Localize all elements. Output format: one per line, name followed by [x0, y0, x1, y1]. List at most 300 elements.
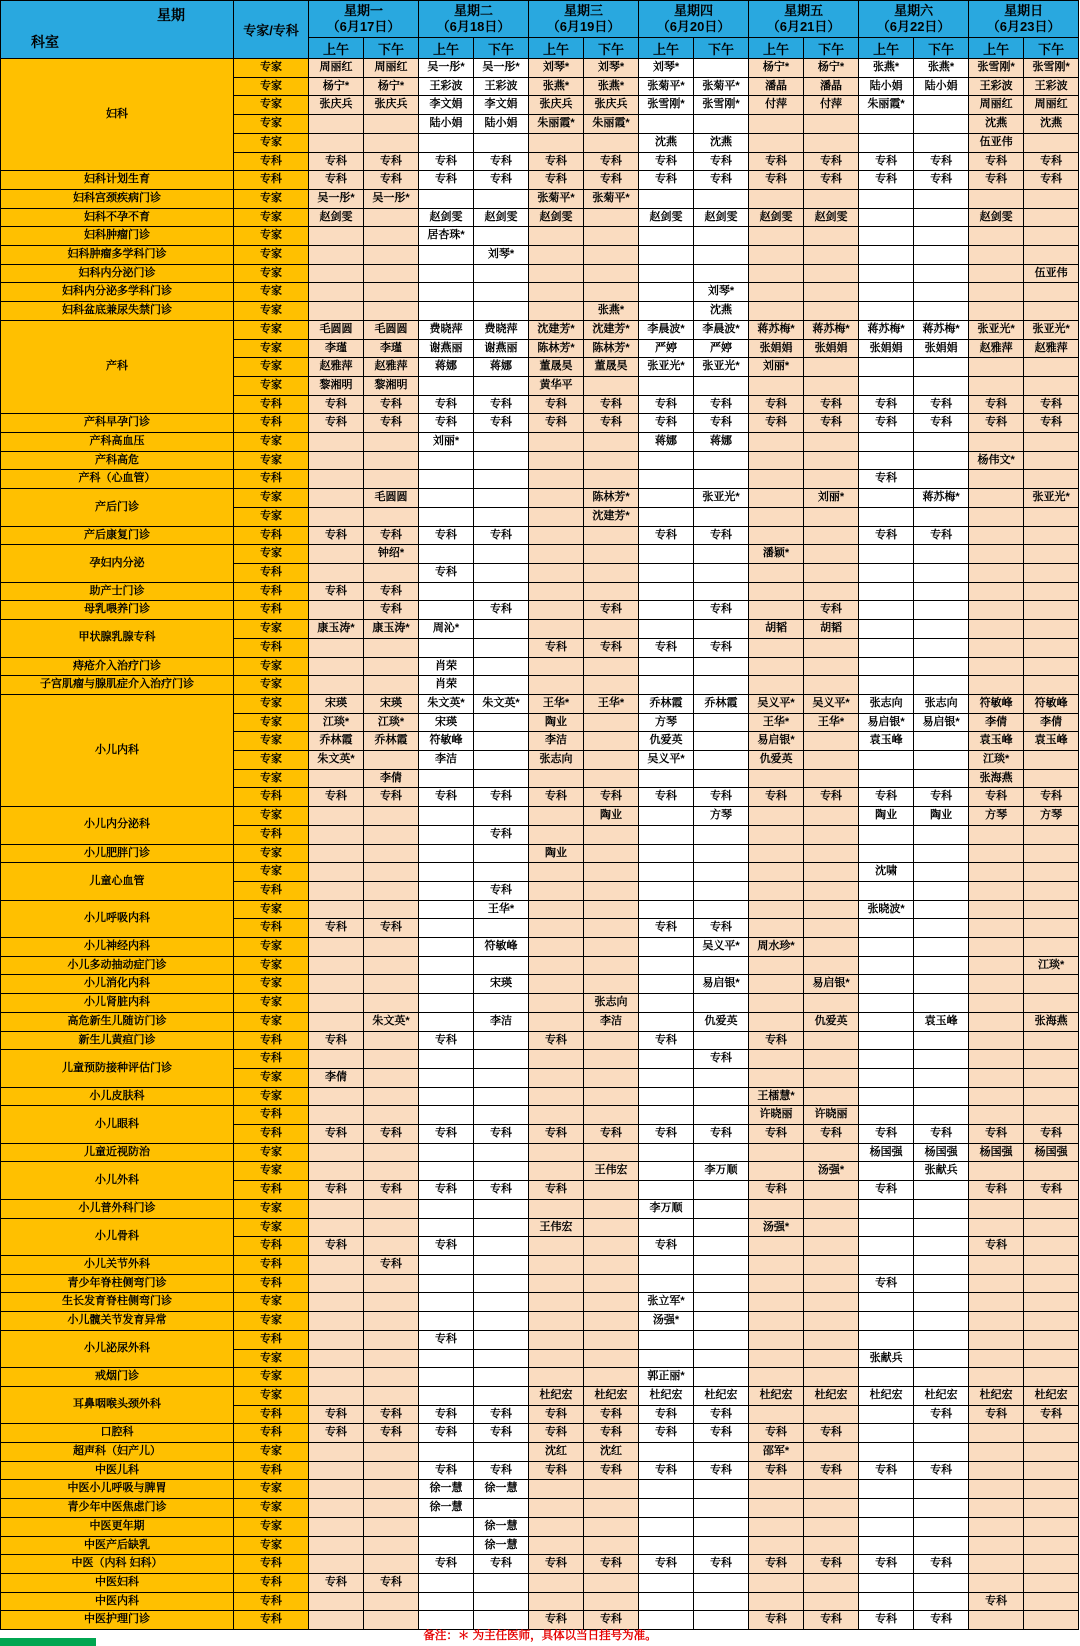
schedule-cell — [804, 1199, 859, 1218]
schedule-cell — [1024, 1256, 1079, 1275]
schedule-cell: 朱丽霞* — [584, 115, 639, 134]
schedule-cell — [419, 825, 474, 844]
schedule-cell — [419, 376, 474, 395]
schedule-cell — [859, 844, 914, 863]
schedule-cell — [309, 956, 364, 975]
row-type-label: 专科 — [234, 171, 309, 190]
schedule-cell: 专科 — [639, 395, 694, 414]
schedule-cell: 专科 — [639, 1461, 694, 1480]
schedule-cell — [859, 769, 914, 788]
schedule-cell: 赵雅萍 — [1024, 339, 1079, 358]
schedule-cell: 专科 — [309, 1031, 364, 1050]
schedule-cell — [474, 1443, 529, 1462]
schedule-cell — [969, 657, 1024, 676]
schedule-cell — [969, 1461, 1024, 1480]
department-label: 小儿普外科门诊 — [1, 1199, 234, 1218]
schedule-cell: 专科 — [419, 1031, 474, 1050]
schedule-cell: 杜纪宏 — [914, 1386, 969, 1405]
schedule-cell: 专科 — [584, 1461, 639, 1480]
schedule-cell — [419, 1517, 474, 1536]
schedule-cell — [364, 1143, 419, 1162]
schedule-cell — [914, 507, 969, 526]
schedule-cell — [804, 1256, 859, 1275]
schedule-cell — [639, 657, 694, 676]
schedule-cell — [804, 956, 859, 975]
row-type-label: 专家 — [234, 264, 309, 283]
schedule-cell: 杨宁* — [804, 59, 859, 78]
schedule-cell: 徐一慧 — [474, 1480, 529, 1499]
schedule-cell — [694, 470, 749, 489]
schedule-cell — [639, 115, 694, 134]
schedule-cell — [474, 1592, 529, 1611]
schedule-cell — [694, 1611, 749, 1630]
schedule-cell — [749, 1256, 804, 1275]
schedule-cell — [309, 545, 364, 564]
schedule-cell — [364, 1386, 419, 1405]
schedule-cell — [584, 1218, 639, 1237]
schedule-cell: 潘晶 — [804, 77, 859, 96]
schedule-cell: 付萍 — [749, 96, 804, 115]
schedule-cell: 张献兵 — [859, 1349, 914, 1368]
schedule-cell: 专科 — [529, 152, 584, 171]
schedule-cell — [749, 1012, 804, 1031]
schedule-cell — [914, 844, 969, 863]
schedule-cell: 专科 — [804, 152, 859, 171]
schedule-cell — [694, 507, 749, 526]
schedule-cell — [474, 545, 529, 564]
schedule-cell: 张娟娟 — [914, 339, 969, 358]
schedule-cell — [419, 283, 474, 302]
schedule-cell — [584, 133, 639, 152]
schedule-cell: 专科 — [474, 601, 529, 620]
schedule-cell: 杜纪宏 — [859, 1386, 914, 1405]
department-label: 小儿骨科 — [1, 1218, 234, 1255]
schedule-cell: 专科 — [419, 788, 474, 807]
schedule-cell — [749, 1499, 804, 1518]
schedule-cell — [859, 919, 914, 938]
schedule-cell — [804, 1068, 859, 1087]
schedule-cell: 吴一彤* — [309, 189, 364, 208]
row-type-label: 专科 — [234, 526, 309, 545]
schedule-cell — [859, 601, 914, 620]
schedule-cell — [309, 863, 364, 882]
schedule-cell — [584, 900, 639, 919]
schedule-cell: 张海燕 — [1024, 1012, 1079, 1031]
row-type-label: 专家 — [234, 1199, 309, 1218]
schedule-cell — [859, 994, 914, 1013]
department-label: 小儿泌尿外科 — [1, 1330, 234, 1367]
schedule-cell — [859, 302, 914, 321]
schedule-cell — [419, 1199, 474, 1218]
department-label: 小儿多动抽动症门诊 — [1, 956, 234, 975]
row-type-label: 专科 — [234, 1256, 309, 1275]
schedule-cell: 刘琴* — [474, 246, 529, 265]
schedule-cell — [694, 994, 749, 1013]
schedule-cell — [804, 1293, 859, 1312]
row-type-label: 专家 — [234, 1012, 309, 1031]
row-type-label: 专科 — [234, 1330, 309, 1349]
schedule-cell: 专科 — [364, 582, 419, 601]
schedule-cell — [694, 1330, 749, 1349]
row-type-label: 专科 — [234, 1555, 309, 1574]
row-type-label: 专科 — [234, 919, 309, 938]
schedule-cell — [584, 1050, 639, 1069]
schedule-cell: 专科 — [309, 414, 364, 433]
schedule-cell — [804, 1050, 859, 1069]
schedule-cell: 李瑾 — [309, 339, 364, 358]
schedule-cell — [419, 133, 474, 152]
morning-header: 上午 — [419, 38, 474, 59]
schedule-cell — [419, 1012, 474, 1031]
schedule-cell — [584, 975, 639, 994]
schedule-cell — [859, 1424, 914, 1443]
schedule-cell: 专科 — [584, 1555, 639, 1574]
schedule-cell — [804, 994, 859, 1013]
schedule-cell — [529, 900, 584, 919]
schedule-cell — [309, 1499, 364, 1518]
schedule-cell: 张菊平* — [529, 189, 584, 208]
schedule-cell — [584, 881, 639, 900]
schedule-cell: 张亚光* — [969, 320, 1024, 339]
schedule-cell — [914, 1031, 969, 1050]
schedule-cell — [1024, 1443, 1079, 1462]
schedule-cell — [1024, 1461, 1079, 1480]
schedule-cell — [914, 227, 969, 246]
schedule-cell — [639, 601, 694, 620]
schedule-cell: 专科 — [419, 1181, 474, 1200]
schedule-cell — [749, 302, 804, 321]
schedule-cell: 江琰* — [1024, 956, 1079, 975]
schedule-cell — [1024, 638, 1079, 657]
schedule-cell — [749, 433, 804, 452]
row-type-label: 专家 — [234, 433, 309, 452]
schedule-cell — [474, 1256, 529, 1275]
afternoon-header: 下午 — [584, 38, 639, 59]
row-type-label: 专家 — [234, 77, 309, 96]
schedule-cell: 张燕* — [859, 59, 914, 78]
schedule-cell — [584, 1592, 639, 1611]
schedule-cell — [694, 1274, 749, 1293]
schedule-cell — [694, 844, 749, 863]
schedule-cell — [639, 863, 694, 882]
schedule-cell — [859, 1517, 914, 1536]
department-label: 高危新生儿随访门诊 — [1, 1012, 234, 1031]
schedule-cell — [474, 1087, 529, 1106]
schedule-cell — [1024, 657, 1079, 676]
schedule-cell: 符敏峰 — [969, 694, 1024, 713]
schedule-cell — [639, 1012, 694, 1031]
schedule-cell — [1024, 1106, 1079, 1125]
schedule-cell — [1024, 900, 1079, 919]
schedule-cell — [584, 1536, 639, 1555]
schedule-cell — [914, 1068, 969, 1087]
schedule-cell: 吴一彤* — [474, 59, 529, 78]
schedule-cell — [914, 881, 969, 900]
schedule-cell — [529, 1256, 584, 1275]
schedule-cell: 杨宁* — [749, 59, 804, 78]
schedule-cell: 乔林霞 — [364, 732, 419, 751]
schedule-cell: 专科 — [859, 1611, 914, 1630]
schedule-cell: 黎湘明 — [364, 376, 419, 395]
schedule-cell — [1024, 938, 1079, 957]
schedule-cell — [1024, 1573, 1079, 1592]
schedule-cell — [474, 1312, 529, 1331]
schedule-cell — [1024, 1274, 1079, 1293]
schedule-cell — [859, 1256, 914, 1275]
schedule-cell: 专科 — [639, 414, 694, 433]
schedule-cell — [364, 507, 419, 526]
schedule-cell — [749, 507, 804, 526]
schedule-cell — [364, 807, 419, 826]
schedule-cell: 沈建芳* — [584, 320, 639, 339]
schedule-cell — [419, 1611, 474, 1630]
schedule-cell: 专科 — [804, 171, 859, 190]
schedule-cell: 伍亚伟 — [969, 133, 1024, 152]
schedule-cell: 吴一彤* — [419, 59, 474, 78]
department-label: 中医更年期 — [1, 1517, 234, 1536]
schedule-cell — [694, 900, 749, 919]
schedule-cell: 专科 — [914, 1611, 969, 1630]
schedule-cell — [529, 1162, 584, 1181]
department-label: 中医（内科 妇科） — [1, 1555, 234, 1574]
schedule-cell — [364, 1068, 419, 1087]
schedule-cell — [474, 470, 529, 489]
row-type-label: 专家 — [234, 694, 309, 713]
department-label: 口腔科 — [1, 1424, 234, 1443]
schedule-cell — [364, 1349, 419, 1368]
schedule-cell: 专科 — [749, 1125, 804, 1144]
schedule-cell — [529, 863, 584, 882]
schedule-cell — [914, 1330, 969, 1349]
schedule-cell: 专科 — [419, 1461, 474, 1480]
schedule-cell: 专科 — [969, 171, 1024, 190]
department-label: 生长发育脊柱侧弯门诊 — [1, 1293, 234, 1312]
schedule-cell — [474, 1386, 529, 1405]
row-type-label: 专家 — [234, 938, 309, 957]
schedule-cell: 专科 — [309, 1181, 364, 1200]
schedule-cell: 张娟娟 — [859, 339, 914, 358]
schedule-cell: 专科 — [914, 1555, 969, 1574]
schedule-cell — [859, 1312, 914, 1331]
schedule-cell — [364, 1368, 419, 1387]
schedule-cell — [694, 1068, 749, 1087]
schedule-cell — [364, 283, 419, 302]
schedule-cell: 专科 — [859, 152, 914, 171]
row-type-label: 专家 — [234, 1143, 309, 1162]
schedule-cell: 专科 — [529, 1181, 584, 1200]
schedule-cell: 专科 — [474, 1181, 529, 1200]
schedule-cell — [1024, 1517, 1079, 1536]
schedule-cell — [1024, 208, 1079, 227]
schedule-cell: 张燕* — [529, 77, 584, 96]
schedule-cell: 专科 — [584, 788, 639, 807]
schedule-cell — [859, 582, 914, 601]
schedule-cell: 赵剑雯 — [694, 208, 749, 227]
schedule-cell: 专科 — [859, 395, 914, 414]
schedule-cell — [859, 227, 914, 246]
schedule-cell — [639, 545, 694, 564]
schedule-cell: 符敏峰 — [419, 732, 474, 751]
schedule-cell — [969, 489, 1024, 508]
schedule-cell: 专科 — [364, 1256, 419, 1275]
schedule-cell — [639, 1106, 694, 1125]
schedule-cell: 方琴 — [639, 713, 694, 732]
schedule-cell — [804, 807, 859, 826]
schedule-cell — [1024, 1330, 1079, 1349]
schedule-cell — [969, 956, 1024, 975]
morning-header: 上午 — [309, 38, 364, 59]
schedule-cell — [804, 451, 859, 470]
schedule-cell: 刘琴* — [694, 283, 749, 302]
department-label: 小儿髋关节发育异常 — [1, 1312, 234, 1331]
schedule-cell — [639, 470, 694, 489]
schedule-cell — [694, 676, 749, 695]
schedule-cell — [969, 1330, 1024, 1349]
row-type-label: 专家 — [234, 339, 309, 358]
schedule-cell — [804, 376, 859, 395]
schedule-cell: 蒋苏梅* — [749, 320, 804, 339]
department-label: 小儿外科 — [1, 1162, 234, 1199]
schedule-cell — [859, 264, 914, 283]
schedule-cell — [969, 919, 1024, 938]
schedule-cell: 赵剑雯 — [639, 208, 694, 227]
schedule-cell — [859, 1536, 914, 1555]
schedule-cell: 专科 — [914, 1461, 969, 1480]
schedule-cell — [419, 302, 474, 321]
row-type-label: 专科 — [234, 788, 309, 807]
schedule-cell: 许晓丽 — [804, 1106, 859, 1125]
schedule-cell — [859, 1330, 914, 1349]
schedule-cell — [694, 376, 749, 395]
row-type-label: 专家 — [234, 751, 309, 770]
schedule-cell: 刘琴* — [639, 59, 694, 78]
schedule-cell — [309, 115, 364, 134]
schedule-cell — [364, 825, 419, 844]
schedule-cell: 专科 — [804, 788, 859, 807]
schedule-cell — [529, 1199, 584, 1218]
schedule-cell: 专科 — [859, 1555, 914, 1574]
schedule-cell: 王彩波 — [419, 77, 474, 96]
schedule-cell: 张献兵 — [914, 1162, 969, 1181]
row-type-label: 专家 — [234, 302, 309, 321]
schedule-cell — [914, 133, 969, 152]
schedule-cell: 付萍 — [804, 96, 859, 115]
schedule-cell: 专科 — [419, 563, 474, 582]
schedule-cell — [584, 246, 639, 265]
department-label: 中医儿科 — [1, 1461, 234, 1480]
schedule-cell — [584, 1068, 639, 1087]
schedule-cell — [639, 507, 694, 526]
schedule-cell — [914, 283, 969, 302]
corner-header — [1, 1, 234, 59]
schedule-cell — [419, 582, 474, 601]
schedule-cell — [1024, 1499, 1079, 1518]
department-label: 青少年脊柱侧弯门诊 — [1, 1274, 234, 1293]
schedule-cell — [749, 1592, 804, 1611]
schedule-cell: 专科 — [584, 1125, 639, 1144]
schedule-cell: 专科 — [859, 470, 914, 489]
schedule-cell — [859, 1368, 914, 1387]
schedule-cell — [364, 133, 419, 152]
schedule-cell — [749, 1162, 804, 1181]
schedule-cell — [914, 208, 969, 227]
schedule-cell — [859, 975, 914, 994]
schedule-cell — [1024, 1237, 1079, 1256]
schedule-cell — [419, 638, 474, 657]
schedule-cell: 李洁 — [474, 1012, 529, 1031]
row-type-label: 专家 — [234, 807, 309, 826]
schedule-cell — [859, 133, 914, 152]
schedule-cell — [364, 1461, 419, 1480]
schedule-cell: 毛圆圆 — [364, 489, 419, 508]
schedule-cell: 杜纪宏 — [529, 1386, 584, 1405]
schedule-cell — [804, 1443, 859, 1462]
schedule-cell — [969, 844, 1024, 863]
schedule-cell — [694, 115, 749, 134]
schedule-cell — [914, 264, 969, 283]
schedule-cell — [914, 96, 969, 115]
schedule-cell: 杨伟文* — [969, 451, 1024, 470]
schedule-cell — [419, 1349, 474, 1368]
schedule-cell — [694, 1592, 749, 1611]
schedule-cell — [804, 900, 859, 919]
expert-type-header: 专家/专科 — [234, 1, 309, 59]
schedule-cell — [364, 1592, 419, 1611]
row-type-label: 专科 — [234, 414, 309, 433]
schedule-cell — [804, 1237, 859, 1256]
schedule-cell — [309, 657, 364, 676]
schedule-cell: 专科 — [804, 414, 859, 433]
row-type-label: 专家 — [234, 1312, 309, 1331]
schedule-cell — [694, 657, 749, 676]
schedule-cell: 沈燕 — [694, 302, 749, 321]
schedule-cell — [914, 938, 969, 957]
schedule-cell — [914, 189, 969, 208]
schedule-cell — [749, 1293, 804, 1312]
schedule-cell: 陶业 — [859, 807, 914, 826]
schedule-cell — [584, 563, 639, 582]
schedule-cell: 杨国强 — [1024, 1143, 1079, 1162]
schedule-cell: 方琴 — [694, 807, 749, 826]
schedule-cell — [474, 844, 529, 863]
schedule-cell — [749, 900, 804, 919]
schedule-cell — [969, 526, 1024, 545]
row-type-label: 专科 — [234, 1181, 309, 1200]
schedule-cell — [1024, 1480, 1079, 1499]
schedule-cell: 专科 — [309, 152, 364, 171]
row-type-label: 专家 — [234, 1087, 309, 1106]
schedule-cell: 杜纪宏 — [639, 1386, 694, 1405]
schedule-cell — [474, 1143, 529, 1162]
schedule-cell: 专科 — [639, 526, 694, 545]
schedule-cell — [309, 1592, 364, 1611]
schedule-cell: 李万顺 — [694, 1162, 749, 1181]
schedule-cell — [859, 657, 914, 676]
schedule-cell — [749, 1068, 804, 1087]
schedule-cell — [364, 433, 419, 452]
schedule-cell — [914, 638, 969, 657]
afternoon-header: 下午 — [914, 38, 969, 59]
department-label: 儿童预防接种评估门诊 — [1, 1050, 234, 1087]
department-label: 小儿神经内科 — [1, 938, 234, 957]
schedule-cell: 蒋苏梅* — [914, 489, 969, 508]
schedule-cell — [364, 1218, 419, 1237]
schedule-cell: 赵剑雯 — [474, 208, 529, 227]
schedule-cell — [969, 283, 1024, 302]
department-label: 产后康复门诊 — [1, 526, 234, 545]
schedule-cell — [969, 302, 1024, 321]
schedule-cell — [749, 470, 804, 489]
